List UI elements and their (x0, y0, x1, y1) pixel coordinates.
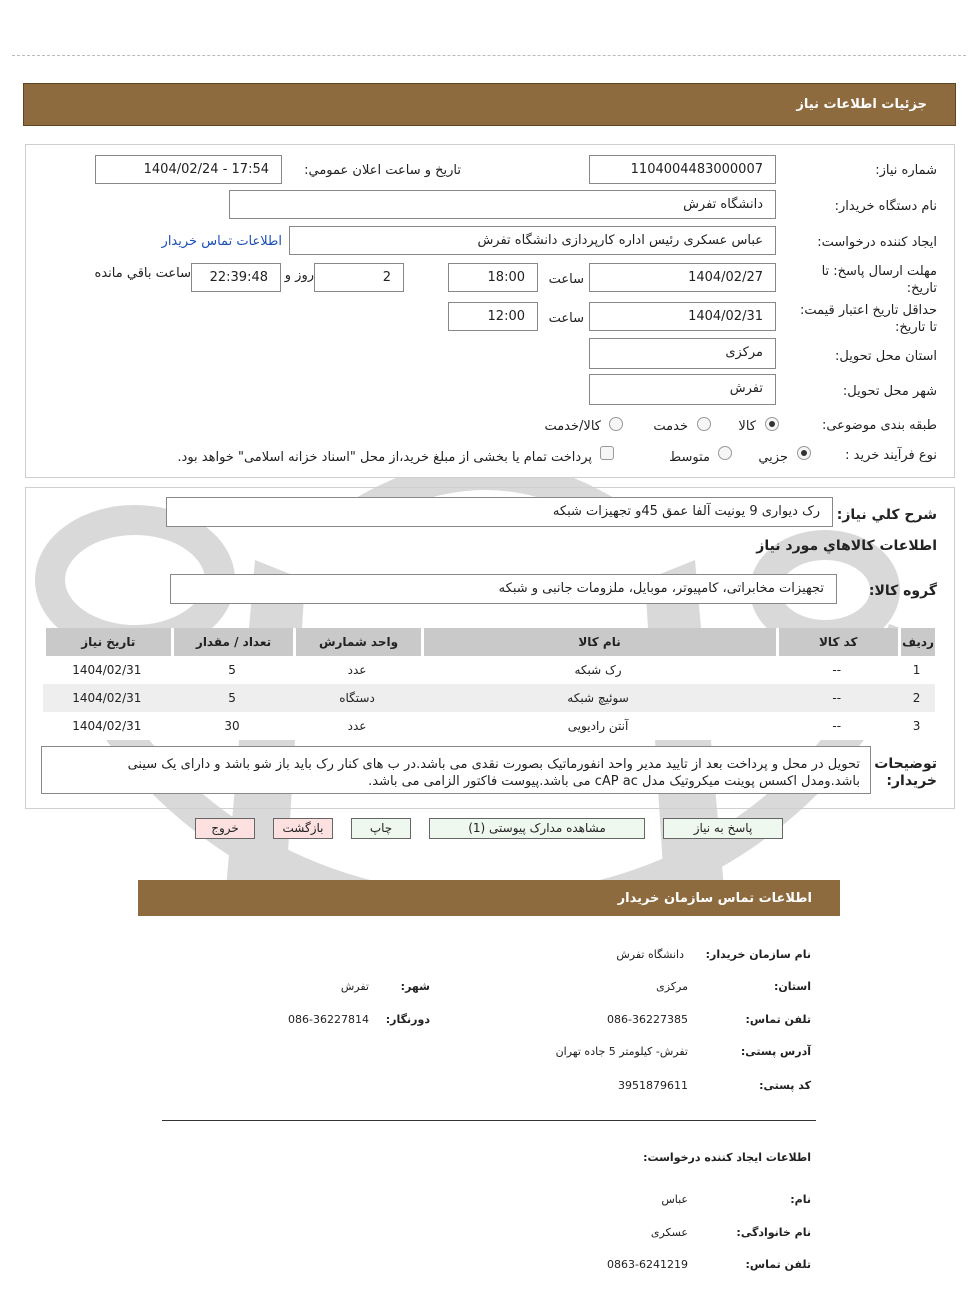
buyer-notes-box (41, 746, 871, 794)
goods-table (43, 628, 935, 740)
contact-org-value: دانشگاه تفرش (616, 948, 684, 961)
top-dashed-divider (12, 55, 966, 56)
deadline-time-field: 18:00 (448, 263, 538, 292)
creator-info-title: اطلاعات ایجاد کننده درخواست: (643, 1151, 811, 1164)
goods-name: رک شبکه (421, 656, 776, 684)
need-number-field: 1104004483000007 (589, 155, 776, 184)
contact-phone-value: 086-36227385 (607, 1013, 688, 1026)
category-option-goods-service: کالا/خدمت (544, 419, 601, 434)
contact-address-label: آدرس پستی: (740, 1045, 811, 1058)
remaining-time-field: 22:39:48 (191, 263, 281, 292)
view-attachments-button[interactable]: مشاهده مدارک پیوستی (1) (429, 818, 645, 839)
buyer-notes-label-1: توضیحات (874, 756, 937, 772)
validity-date-field: 1404/02/31 (589, 302, 776, 331)
validity-label-1: حداقل تاریخ اعتبار قیمت: (799, 303, 937, 318)
creator-phone-value: 0863-6241219 (607, 1258, 688, 1271)
goods-info-title: اطلاعات کالاهاي مورد نياز (756, 538, 937, 554)
validity-label-2: تا تاریخ: (895, 320, 937, 335)
print-button[interactable]: چاپ (351, 818, 411, 839)
process-radio-minor[interactable] (797, 446, 811, 460)
category-radio-goods-service[interactable] (609, 417, 623, 431)
col-goods-code: کد کالا (776, 628, 899, 656)
deadline-time-label: ساعت (548, 272, 584, 287)
creator-phone-label: تلفن تماس: (745, 1258, 811, 1271)
process-option-minor: جزیي (758, 450, 788, 465)
treasury-payment-note: پرداخت تمام یا بخشی از مبلغ خرید،از محل "اسناد خزانه اسلامی" خواهد بود. (177, 450, 592, 465)
province-label: استان محل تحویل: (835, 349, 937, 364)
deadline-label-1: مهلت ارسال پاسخ: تا (821, 264, 937, 279)
category-label: طبقه بندی موضوعی: (821, 418, 937, 433)
goods-quantity: 5 (171, 684, 294, 712)
goods-quantity: 5 (171, 656, 294, 684)
contact-phone-label: تلفن تماس: (745, 1013, 811, 1026)
buyer-org-field: دانشگاه تفرش (229, 190, 776, 219)
deadline-label-2: تاریخ: (906, 281, 937, 296)
col-row-number: رديف (898, 628, 935, 656)
back-button[interactable]: بازگشت (273, 818, 333, 839)
category-radio-service[interactable] (697, 417, 711, 431)
remaining-label: ساعت باقي مانده (94, 266, 191, 281)
contact-postal-value: 3951879611 (618, 1079, 688, 1092)
exit-button[interactable]: خروج (195, 818, 255, 839)
goods-code: -- (776, 656, 899, 684)
contact-postal-label: کد پستی: (759, 1079, 811, 1092)
creator-family-value: عسکری (650, 1226, 688, 1239)
buyer-notes-line-1: تحویل در محل و پرداخت بعد از تایید مدیر واحد انفورماتیک بصورت نقدی می باشد.در ب های کنار رک باید باز شو باشد و دارای یک سینی (127, 757, 860, 772)
reply-button[interactable]: پاسخ به نیاز (663, 818, 783, 839)
details-header-bar (23, 83, 956, 126)
contact-address-value: تفرش- کیلومتر 5 جاده تهران (555, 1045, 688, 1058)
validity-time-label: ساعت (548, 311, 584, 326)
announce-label: تاريخ و ساعت اعلان عمومي: (304, 163, 461, 178)
goods-code: -- (776, 684, 899, 712)
goods-need-date: 1404/02/31 (43, 712, 171, 740)
goods-unit: دستگاه (293, 684, 420, 712)
goods-unit: عدد (293, 656, 420, 684)
category-radio-goods[interactable] (765, 417, 779, 431)
contact-fax-value: 086-36227814 (288, 1013, 369, 1026)
process-label: نوع فرآیند خرید : (845, 448, 937, 463)
deadline-date-field: 1404/02/27 (589, 263, 776, 292)
col-need-date: تاريخ نياز (43, 628, 171, 656)
buyer-notes-label-2: خریدار: (886, 773, 937, 789)
category-option-service: خدمت (653, 419, 688, 434)
general-desc-field: رک دیواری 9 یونیت آلفا عمق 45و تجهیزات شبکه (166, 497, 833, 527)
goods-name: آنتن رادیویی (421, 712, 776, 740)
goods-group-field: تجهیزات مخابراتی، کامپیوتر، موبایل، ملزومات جانبی و شبکه (170, 574, 837, 604)
buyer-contact-title: اطلاعات تماس سازمان خریدار (617, 891, 812, 906)
goods-quantity: 30 (171, 712, 294, 740)
treasury-payment-checkbox[interactable] (600, 446, 614, 460)
province-field: مرکزی (589, 338, 776, 369)
buyer-contact-header-bar (138, 880, 840, 916)
buyer-notes-line-2: باشد.ومدل اکسس پوینت میکروتیک مدل cAP ac می باشد.پیوست فاکتور الزامی می باشد. (368, 774, 860, 789)
process-option-medium: متوسط (669, 450, 710, 465)
goods-need-date: 1404/02/31 (43, 684, 171, 712)
goods-need-date: 1404/02/31 (43, 656, 171, 684)
creator-family-label: نام خانوادگی: (736, 1226, 811, 1239)
table-row (43, 656, 935, 684)
goods-code: -- (776, 712, 899, 740)
category-option-goods: کالا (738, 419, 756, 434)
announce-field: 1404/02/24 - 17:54 (95, 155, 282, 184)
creator-field: عباس عسکری رئیس اداره کارپردازی دانشگاه تفرش (289, 226, 776, 255)
details-header-title: جزئيات اطلاعات نياز (796, 97, 927, 112)
creator-name-label: نام: (790, 1193, 811, 1206)
contact-city-value: تفرش (340, 980, 369, 993)
goods-group-label: گروه کالا: (868, 583, 937, 599)
col-unit: واحد شمارش (293, 628, 420, 656)
process-radio-medium[interactable] (718, 446, 732, 460)
row-number: 1 (898, 656, 935, 684)
contact-divider (162, 1120, 816, 1121)
buyer-contact-link[interactable]: اطلاعات تماس خریدار (161, 234, 282, 249)
city-field: تفرش (589, 374, 776, 405)
contact-org-label: نام سازمان خریدار: (705, 948, 811, 961)
contact-city-label: شهر: (400, 980, 430, 993)
need-number-label: شماره نیاز: (875, 163, 937, 178)
validity-time-field: 12:00 (448, 302, 538, 331)
creator-label: ایجاد کننده درخواست: (817, 235, 937, 250)
col-quantity: تعداد / مقدار (171, 628, 294, 656)
general-desc-label: شرح کلي نياز: (836, 507, 937, 523)
contact-province-label: استان: (774, 980, 811, 993)
days-field: 2 (314, 263, 404, 292)
goods-name: سوئیچ شبکه (421, 684, 776, 712)
table-row (43, 684, 935, 712)
days-label: روز و (284, 268, 314, 283)
goods-unit: عدد (293, 712, 420, 740)
table-row (43, 712, 935, 740)
col-goods-name: نام کالا (421, 628, 776, 656)
row-number: 3 (898, 712, 935, 740)
contact-fax-label: دورنگار: (385, 1013, 430, 1026)
creator-name-value: عباس (661, 1193, 688, 1206)
buyer-org-label: نام دستگاه خریدار: (834, 199, 937, 214)
city-label: شهر محل تحویل: (842, 384, 937, 399)
goods-table-header (43, 628, 935, 656)
contact-province-value: مرکزی (656, 980, 688, 993)
row-number: 2 (898, 684, 935, 712)
